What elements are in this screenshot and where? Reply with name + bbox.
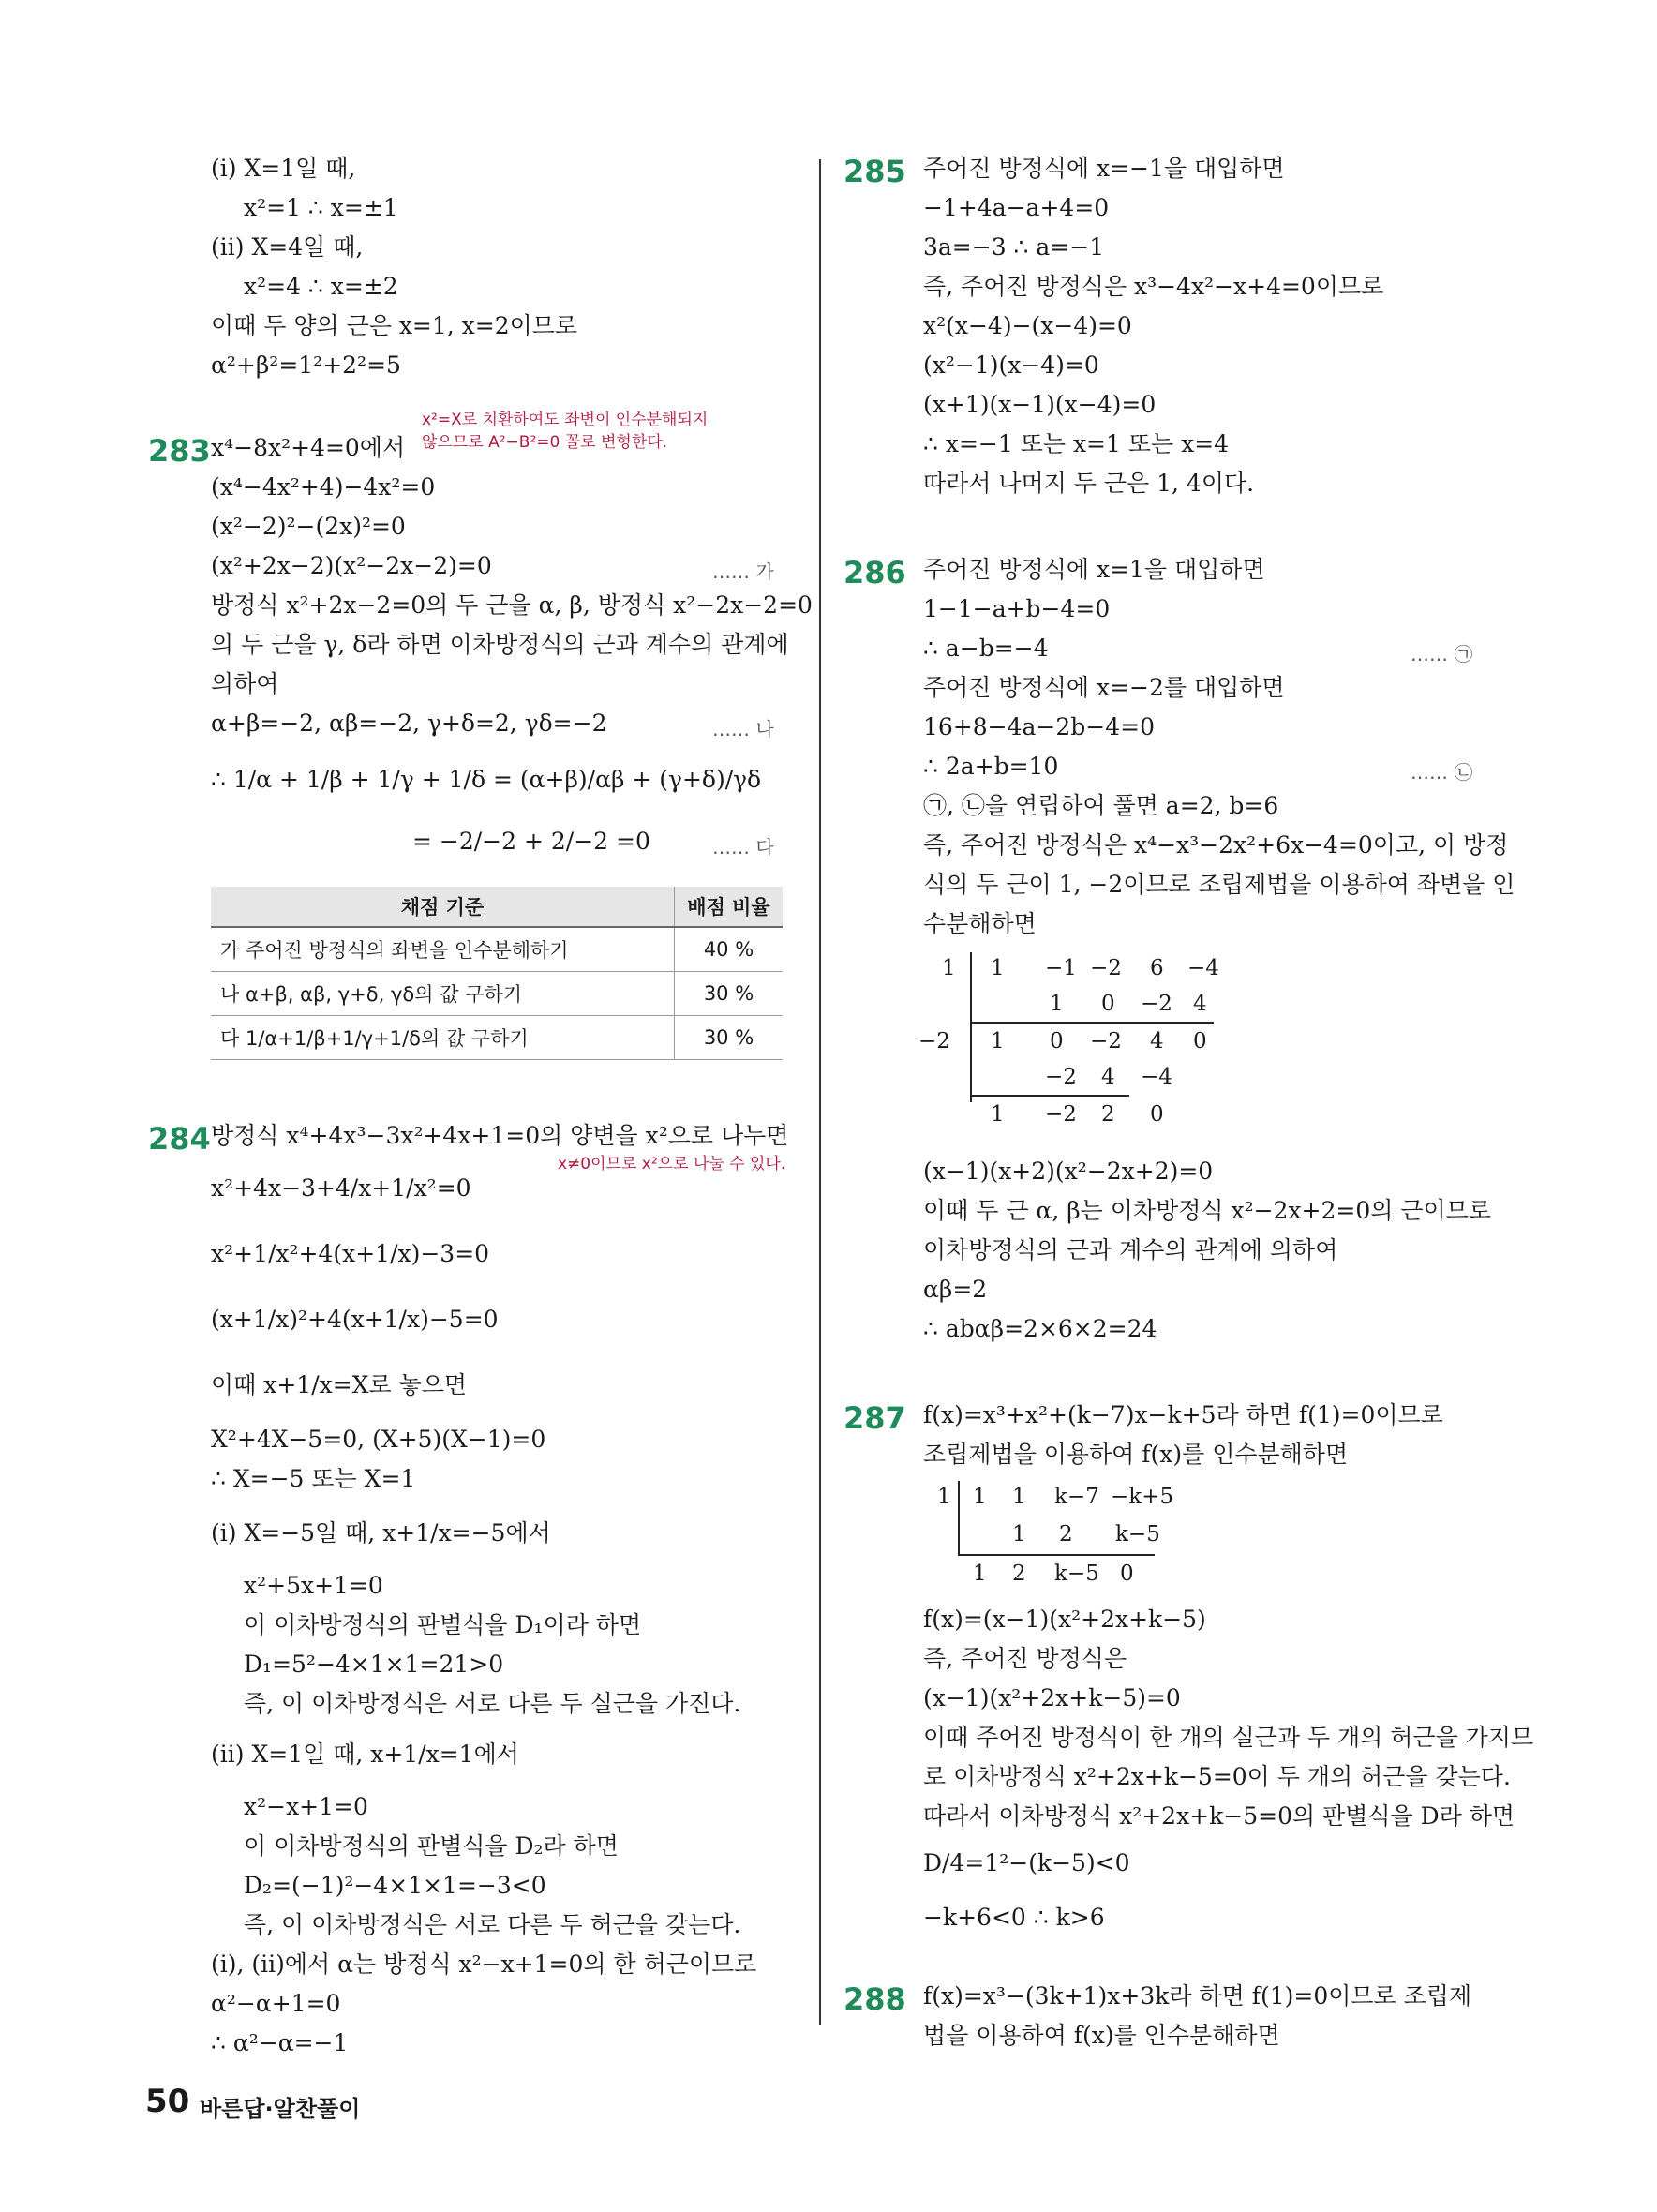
syn-cell: −2 (918, 1029, 950, 1054)
score-mark: …… 나 (712, 718, 774, 740)
division-bar (970, 952, 972, 1102)
text-line: 로 이차방정식 x²+2x+k−5=0이 두 개의 허근을 갖는다. (923, 1763, 1511, 1790)
text-line: D/4=1²−(k−5)<0 (923, 1849, 1130, 1876)
text-line: 주어진 방정식에 x=−2를 대입하면 (923, 674, 1285, 701)
syn-cell: −2 (1090, 1029, 1122, 1054)
syn-cell: 0 (1150, 1102, 1164, 1127)
text-line: (ⅱ) X=4일 때, (211, 233, 364, 261)
syn-cell: k−5 (1054, 1562, 1099, 1586)
table-cell: 나 α+β, αβ, γ+δ, γδ의 값 구하기 (211, 972, 675, 1016)
syn-cell: 4 (1193, 992, 1207, 1016)
text-line: 이때 주어진 방정식이 한 개의 실근과 두 개의 허근을 가지므 (923, 1724, 1534, 1751)
syn-cell: −k+5 (1111, 1485, 1174, 1509)
text-line: f(x)=x³−(3k+1)x+3k라 하면 f(1)=0이므로 조립제 (923, 1982, 1472, 2010)
text-line: 주어진 방정식에 x=−1을 대입하면 (923, 155, 1285, 182)
text-line: 의하여 (211, 670, 279, 697)
text-line: (x+1/x)²+4(x+1/x)−5=0 (211, 1306, 499, 1333)
text-line: X²+4X−5=0, (X+5)(X−1)=0 (211, 1426, 546, 1453)
text-line: ㉠, ㉡을 연립하여 풀면 a=2, b=6 (923, 792, 1279, 819)
text-line: f(x)=(x−1)(x²+2x+k−5) (923, 1606, 1206, 1633)
table-cell: 40 % (675, 927, 784, 972)
division-line (958, 1554, 1155, 1556)
text-line: α²−α+1=0 (211, 1990, 341, 2017)
syn-cell: 1 (973, 1562, 987, 1586)
text-line: (ⅰ) X=1일 때, (211, 155, 356, 182)
text-line: 3a=−3 ∴ a=−1 (923, 233, 1105, 261)
table-row (211, 972, 783, 1016)
text-line: (x−1)(x²+2x+k−5)=0 (923, 1684, 1181, 1711)
equation-mark: …… ㉠ (1411, 643, 1473, 665)
text-line: ∴ 2a+b=10 (923, 753, 1059, 780)
text-line: α+β=−2, αβ=−2, γ+δ=2, γδ=−2 (211, 710, 607, 737)
syn-cell: −2 (1090, 956, 1122, 980)
syn-cell: 1 (1050, 992, 1064, 1016)
problem-number: 287 (843, 1400, 906, 1436)
syn-cell: 6 (1150, 956, 1164, 980)
text-line: x⁴−8x²+4=0에서 (211, 434, 406, 461)
table-header: 채점 기준 (211, 887, 675, 927)
text-line: 주어진 방정식에 x=1을 대입하면 (923, 556, 1265, 583)
syn-cell: 4 (1150, 1029, 1164, 1054)
synthetic-division (937, 1481, 1181, 1593)
text-line: 16+8−4a−2b−4=0 (923, 713, 1155, 740)
text-line: 즉, 이 이차방정식은 서로 다른 두 실근을 가진다. (244, 1690, 741, 1717)
text-line: 즉, 주어진 방정식은 x³−4x²−x+4=0이므로 (923, 273, 1384, 300)
scoring-table (211, 887, 783, 1060)
text-line: 이차방정식의 근과 계수의 관계에 의하여 (923, 1236, 1338, 1263)
table-cell: 다 1/α+1/β+1/γ+1/δ의 값 구하기 (211, 1016, 675, 1060)
table-row (211, 927, 783, 972)
text-line: ∴ X=−5 또는 X=1 (211, 1465, 416, 1492)
text-line: x²=4 ∴ x=±2 (244, 273, 398, 300)
text-line: 의 두 근을 γ, δ라 하면 이차방정식의 근과 계수의 관계에 (211, 631, 789, 658)
text-line: 이 이차방정식의 판별식을 D₂라 하면 (244, 1832, 619, 1860)
syn-cell: 1 (1012, 1485, 1026, 1509)
syn-cell: 0 (1120, 1562, 1134, 1586)
text-line: x²+4x−3+4/x+1/x²=0 (211, 1174, 471, 1202)
text-line: 이때 두 근 α, β는 이차방정식 x²−2x+2=0의 근이므로 (923, 1197, 1491, 1224)
text-line: 즉, 주어진 방정식은 x⁴−x³−2x²+6x−4=0이고, 이 방정 (923, 831, 1509, 859)
syn-cell: k−7 (1054, 1485, 1099, 1509)
text-line: x²+1/x²+4(x+1/x)−3=0 (211, 1240, 490, 1267)
text-line: x²−x+1=0 (244, 1793, 368, 1820)
syn-cell: 2 (1059, 1522, 1073, 1547)
text-line: −k+6<0 ∴ k>6 (923, 1904, 1105, 1931)
text-line: D₁=5²−4×1×1=21>0 (244, 1651, 504, 1678)
text-line: 이때 두 양의 근은 x=1, x=2이므로 (211, 312, 578, 339)
text-line: ∴ a−b=−4 (923, 635, 1049, 662)
text-line: 조립제법을 이용하여 f(x)를 인수분해하면 (923, 1441, 1349, 1468)
table-row (211, 1016, 783, 1060)
syn-cell: 1 (991, 956, 1005, 980)
text-line: (ⅱ) X=1일 때, x+1/x=1에서 (211, 1741, 519, 1768)
problem-number: 286 (843, 555, 906, 590)
hint-note: x≠0이므로 x²으로 나눌 수 있다. (558, 1155, 786, 1173)
text-line: (x+1)(x−1)(x−4)=0 (923, 391, 1157, 418)
text-line: α²+β²=1²+2²=5 (211, 351, 401, 379)
text-line: ∴ α²−α=−1 (211, 2029, 349, 2056)
syn-cell: 1 (942, 956, 956, 980)
text-line: 방정식 x⁴+4x³−3x²+4x+1=0의 양변을 x²으로 나누면 (211, 1122, 789, 1149)
text-line: (x²−1)(x−4)=0 (923, 351, 1099, 379)
syn-cell: 0 (1050, 1029, 1064, 1054)
syn-cell: −1 (1045, 956, 1077, 980)
problem-number: 285 (843, 154, 906, 189)
problem-number: 284 (148, 1121, 211, 1157)
synthetic-division (918, 952, 1223, 1127)
text-line: (ⅰ) X=−5일 때, x+1/x=−5에서 (211, 1519, 551, 1547)
syn-cell: 2 (1101, 1102, 1115, 1127)
text-line: f(x)=x³+x²+(k−7)x−k+5라 하면 f(1)=0이므로 (923, 1401, 1443, 1428)
text-line: 1−1−a+b−4=0 (923, 595, 1111, 622)
problem-number: 283 (148, 433, 211, 469)
syn-cell: 1 (991, 1102, 1005, 1127)
syn-cell: −2 (1045, 1065, 1077, 1089)
text-line: 이 이차방정식의 판별식을 D₁이라 하면 (244, 1611, 642, 1638)
text-line: x²=1 ∴ x=±1 (244, 194, 398, 221)
text-line: ∴ 1/α + 1/β + 1/γ + 1/δ = (α+β)/αβ + (γ+δ)/γδ (211, 766, 762, 793)
text-line: = −2/−2 + 2/−2 =0 (412, 828, 650, 855)
syn-cell: 1 (973, 1485, 987, 1509)
text-line: 즉, 주어진 방정식은 (923, 1645, 1127, 1672)
text-line: ∴ abαβ=2×6×2=24 (923, 1315, 1157, 1342)
syn-cell: 4 (1101, 1065, 1115, 1089)
table-header: 배점 비율 (675, 887, 784, 927)
syn-cell: 0 (1101, 992, 1115, 1016)
text-line: x²+5x+1=0 (244, 1572, 383, 1599)
text-line: (ⅰ), (ⅱ)에서 α는 방정식 x²−x+1=0의 한 허근이므로 (211, 1950, 757, 1978)
page-number: 50 (145, 2083, 190, 2120)
syn-cell: −2 (1141, 992, 1172, 1016)
hint-note: x²=X로 치환하여도 좌변이 인수분해되지 (422, 411, 709, 429)
division-line (970, 1095, 1129, 1097)
text-line: 따라서 이차방정식 x²+2x+k−5=0의 판별식을 D라 하면 (923, 1802, 1515, 1830)
text-line: 법을 이용하여 f(x)를 인수분해하면 (923, 2022, 1280, 2049)
text-line: αβ=2 (923, 1276, 988, 1303)
text-line: −1+4a−a+4=0 (923, 194, 1110, 221)
syn-cell: −2 (1045, 1102, 1077, 1127)
text-line: ∴ x=−1 또는 x=1 또는 x=4 (923, 430, 1230, 457)
text-line: (x⁴−4x²+4)−4x²=0 (211, 473, 436, 501)
text-line: 이때 x+1/x=X로 놓으면 (211, 1371, 468, 1398)
text-line: 식의 두 근이 1, −2이므로 조립제법을 이용하여 좌변을 인 (923, 871, 1515, 898)
score-mark: …… 다 (712, 836, 774, 859)
problem-number: 288 (843, 1981, 906, 2017)
hint-note: 않으므로 A²−B²=0 꼴로 변형한다. (422, 433, 668, 452)
text-line: D₂=(−1)²−4×1×1=−3<0 (244, 1872, 546, 1899)
table-cell: 가 주어진 방정식의 좌변을 인수분해하기 (211, 927, 675, 972)
book-title: 바른답·알찬풀이 (200, 2096, 361, 2122)
text-line: 즉, 이 이차방정식은 서로 다른 두 허근을 갖는다. (244, 1911, 741, 1938)
score-mark: …… 가 (712, 560, 774, 583)
syn-cell: 2 (1012, 1562, 1026, 1586)
table-cell: 30 % (675, 1016, 784, 1060)
text-line: 방정식 x²+2x−2=0의 두 근을 α, β, 방정식 x²−2x−2=0 (211, 591, 813, 619)
text-line: (x²−2)²−(2x)²=0 (211, 513, 406, 540)
syn-cell: 0 (1193, 1029, 1207, 1054)
text-line: (x²+2x−2)(x²−2x−2)=0 (211, 552, 492, 579)
syn-cell: 1 (991, 1029, 1005, 1054)
equation-mark: …… ㉡ (1411, 761, 1473, 784)
syn-cell: −4 (1141, 1065, 1172, 1089)
text-line: (x−1)(x+2)(x²−2x+2)=0 (923, 1158, 1214, 1185)
division-line (970, 1022, 1214, 1024)
text-line: 따라서 나머지 두 근은 1, 4이다. (923, 470, 1255, 497)
syn-cell: −4 (1187, 956, 1219, 980)
table-cell: 30 % (675, 972, 784, 1016)
syn-cell: 1 (1012, 1522, 1026, 1547)
text-line: 수분해하면 (923, 910, 1037, 937)
text-line: x²(x−4)−(x−4)=0 (923, 312, 1132, 339)
syn-cell: k−5 (1115, 1522, 1160, 1547)
column-divider (819, 159, 821, 2025)
division-bar (958, 1481, 960, 1556)
syn-cell: 1 (937, 1485, 951, 1509)
